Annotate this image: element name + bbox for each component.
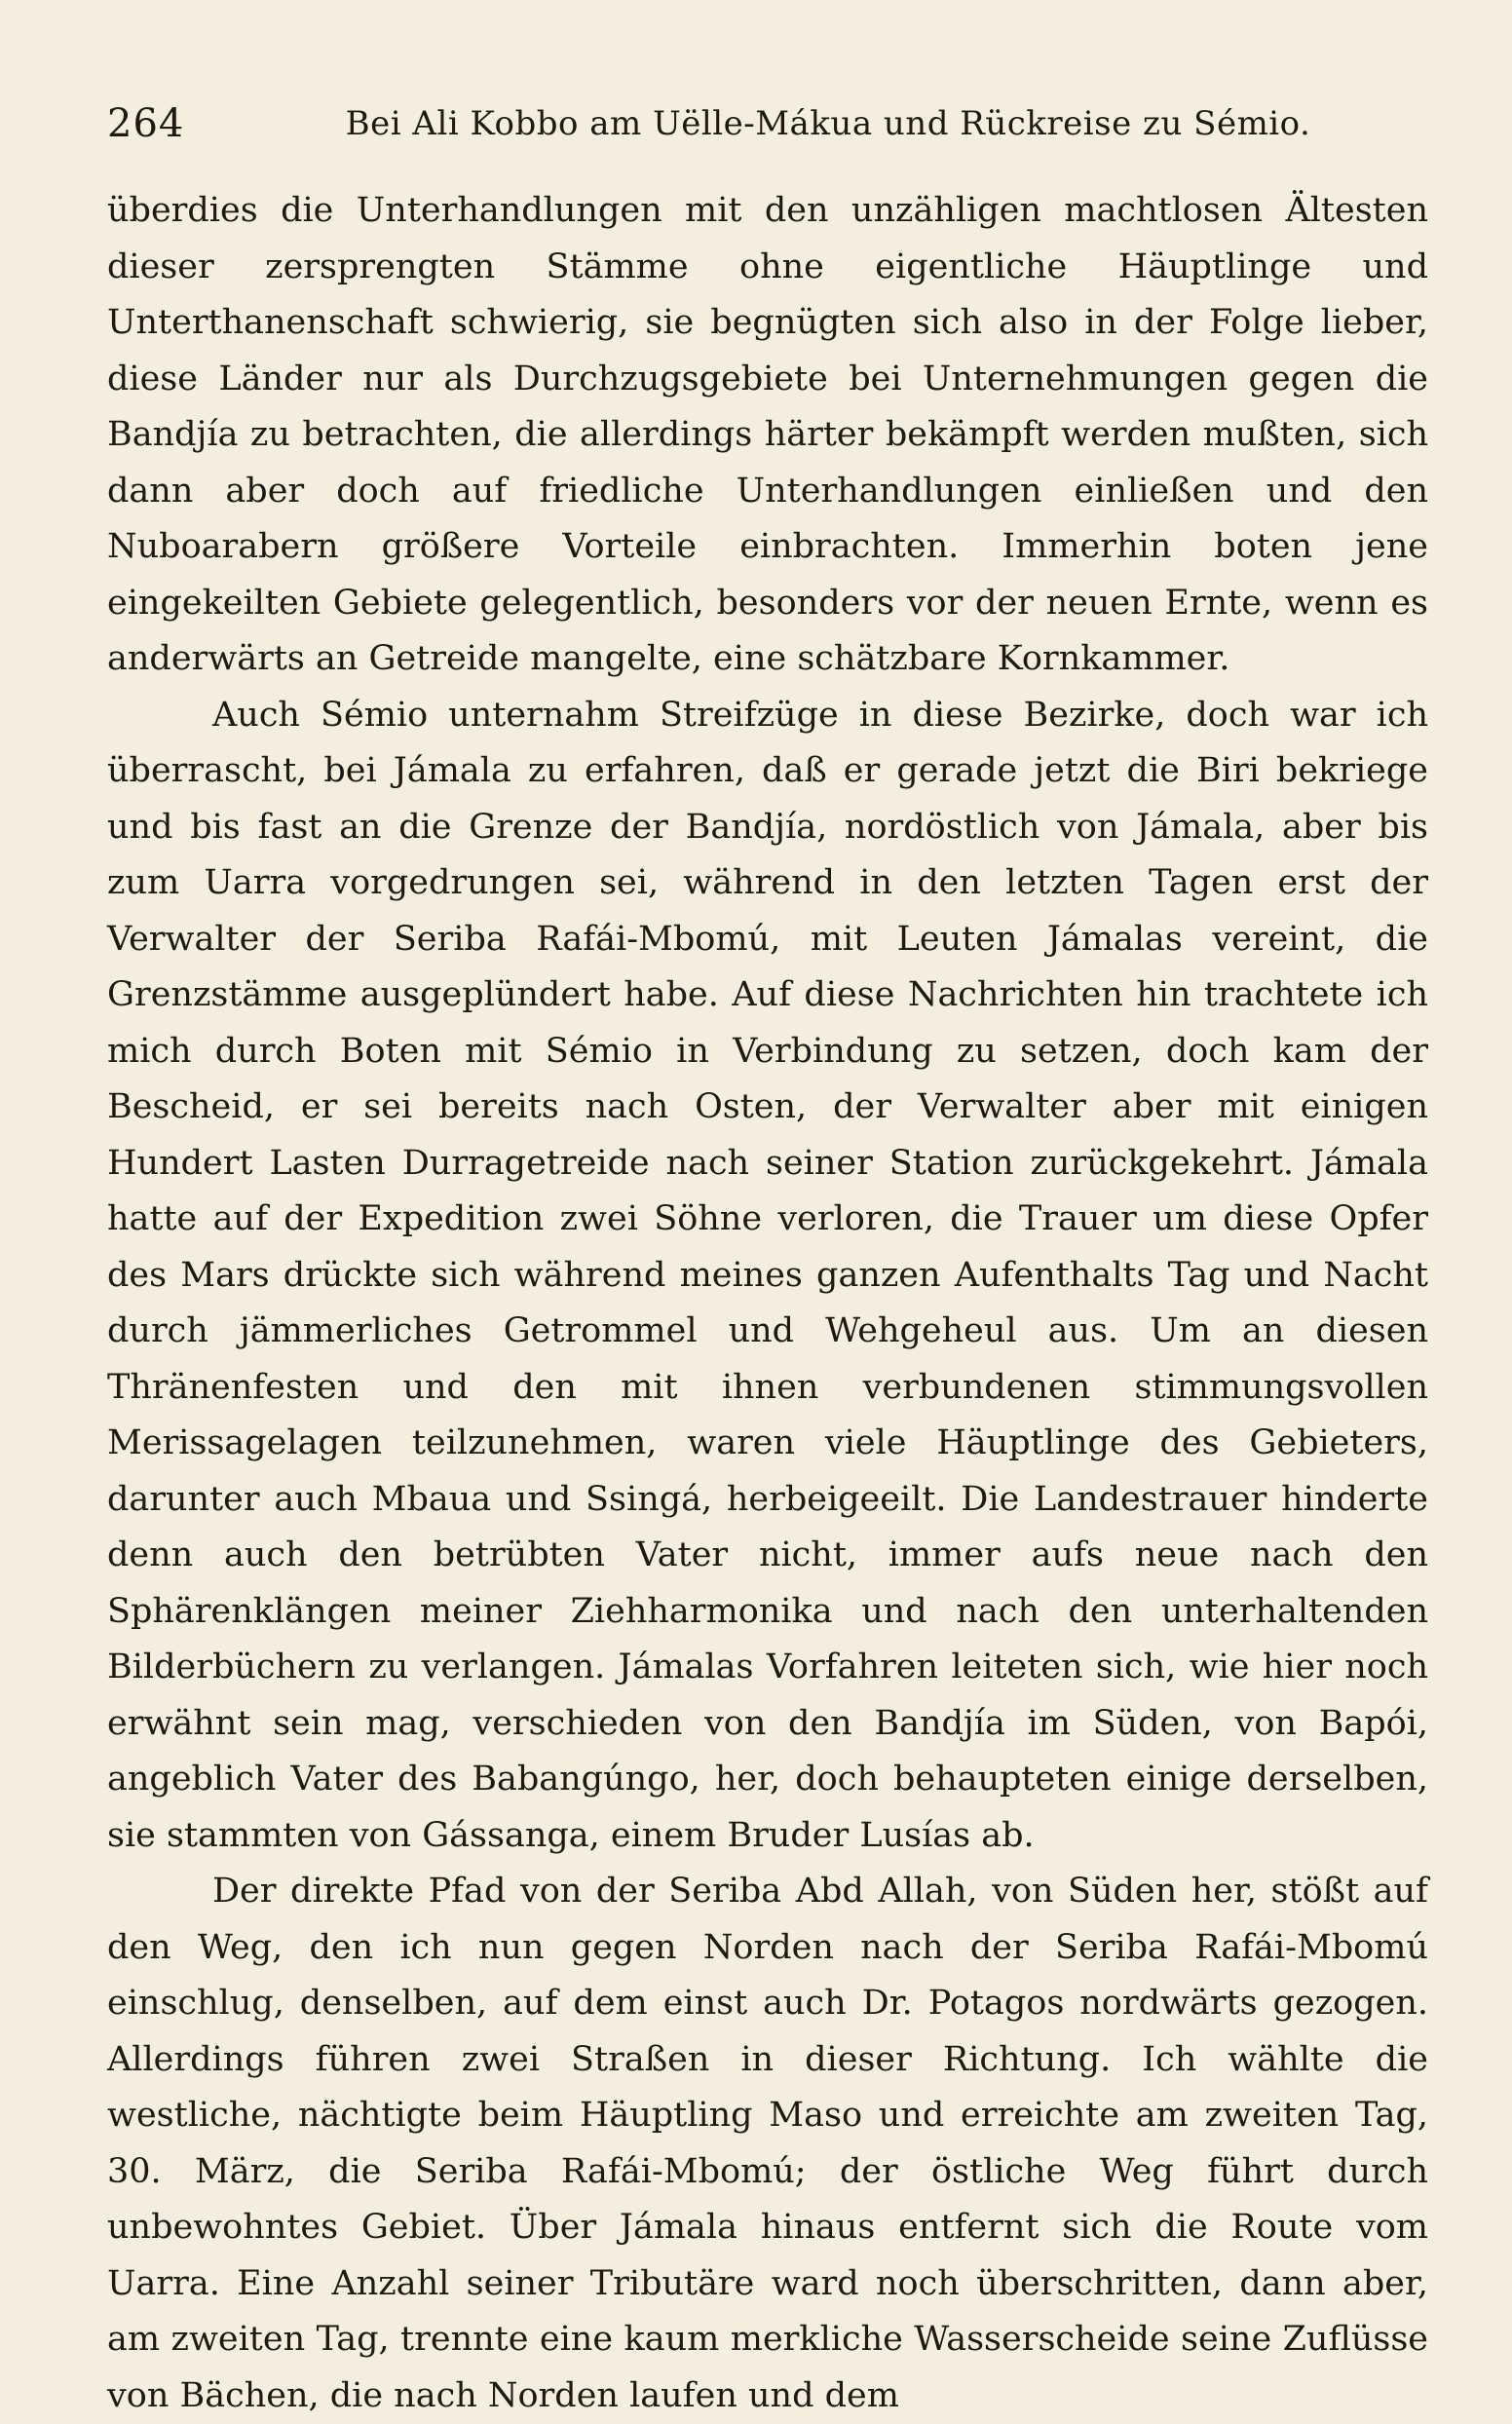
page-number: 264 xyxy=(107,101,185,146)
paragraph-2: Auch Sémio unternahm Streifzüge in diese Bezirke, doch war ich überrascht, bei Jámala zu erfahren, daß er gerade jetzt die Biri bekriege und bis fast an die Grenze der Bandjía, nordöstlich von Jámala, aber bis zum Uarra vorgedrungen sei, während in den letzten Tagen erst der Verwalter der Seriba Rafái-Mbomú, mit Leuten Jámalas vereint, die Grenzstämme ausgeplündert habe. Auf diese Nachrichten hin trachtete ich mich durch Boten mit Sémio in Verbindung zu setzen, doch kam der Bescheid, er sei bereits nach Osten, der Verwalter aber mit einigen Hundert Lasten Durragetreide nach seiner Station zurückgekehrt. Jámala hatte auf der Expedition zwei Söhne verloren, die Trauer um diese Opfer des Mars drückte sich während meines ganzen Aufenthalts Tag und Nacht durch jämmerliches Getrommel und Wehgeheul aus. Um an diesen Thränenfesten und den mit ihnen verbundenen stimmungsvollen Merissagelagen teilzunehmen, waren viele Häuptlinge des Gebieters, darunter auch Mbaua und Ssingá, herbeigeeilt. Die Landestrauer hinderte denn auch den betrübten Vater nicht, immer aufs neue nach den Sphärenklängen meiner Ziehharmonika und nach den unterhaltenden Bilderbüchern zu verlangen. Jámalas Vorfahren leiteten sich, wie hier noch erwähnt sein mag, verschieden von den Bandjía im Süden, von Bapói, angeblich Vater des Babangúngo, her, doch behaupteten einige derselben, sie stammten von Gássanga, einem Bruder Lusías ab. xyxy=(107,695,1428,1855)
paragraph-3: Der direkte Pfad von der Seriba Abd Allah, von Süden her, stößt auf den Weg, den ich nun gegen Norden nach der Seriba Rafái-Mbomú einschlug, denselben, auf dem einst auch Dr. Potagos nordwärts gezogen. Allerdings führen zwei Straßen in dieser Richtung. Ich wählte die westliche, nächtigte beim Häuptling Maso und erreichte am zweiten Tag, 30. März, die Seriba Rafái-Mbomú; der östliche Weg führt durch unbewohntes Gebiet. Über Jámala hinaus entfernt sich die Route vom Uarra. Eine Anzahl seiner Tributäre ward noch überschritten, dann aber, am zweiten Tag, trennte eine kaum merkliche Wasserscheide seine Zuflüsse von Bächen, die nach Norden laufen und dem xyxy=(107,1872,1428,2415)
running-head xyxy=(107,94,1428,154)
running-title: Bei Ali Kobbo am Uëlle-Mákua und Rückreise zu Sémio. xyxy=(345,104,1311,143)
body-text xyxy=(107,183,1428,2424)
paragraph-1: überdies die Unterhandlungen mit den unzähligen machtlosen Ältesten dieser zersprengten Stämme ohne eigentliche Häuptlinge und Unterthanenschaft schwierig, sie begnügten sich also in der Folge lieber, diese Länder nur als Durchzugsgebiete bei Unternehmungen gegen die Bandjía zu betrachten, die allerdings härter bekämpft werden mußten, sich dann aber doch auf friedliche Unterhandlungen einließen und den Nuboarabern größere Vorteile einbrachten. Immerhin boten jene eingekeilten Gebiete gelegentlich, besonders vor der neuen Ernte, wenn es anderwärts an Getreide mangelte, eine schätzbare Kornkammer. xyxy=(107,191,1428,678)
book-page xyxy=(107,94,1428,2415)
